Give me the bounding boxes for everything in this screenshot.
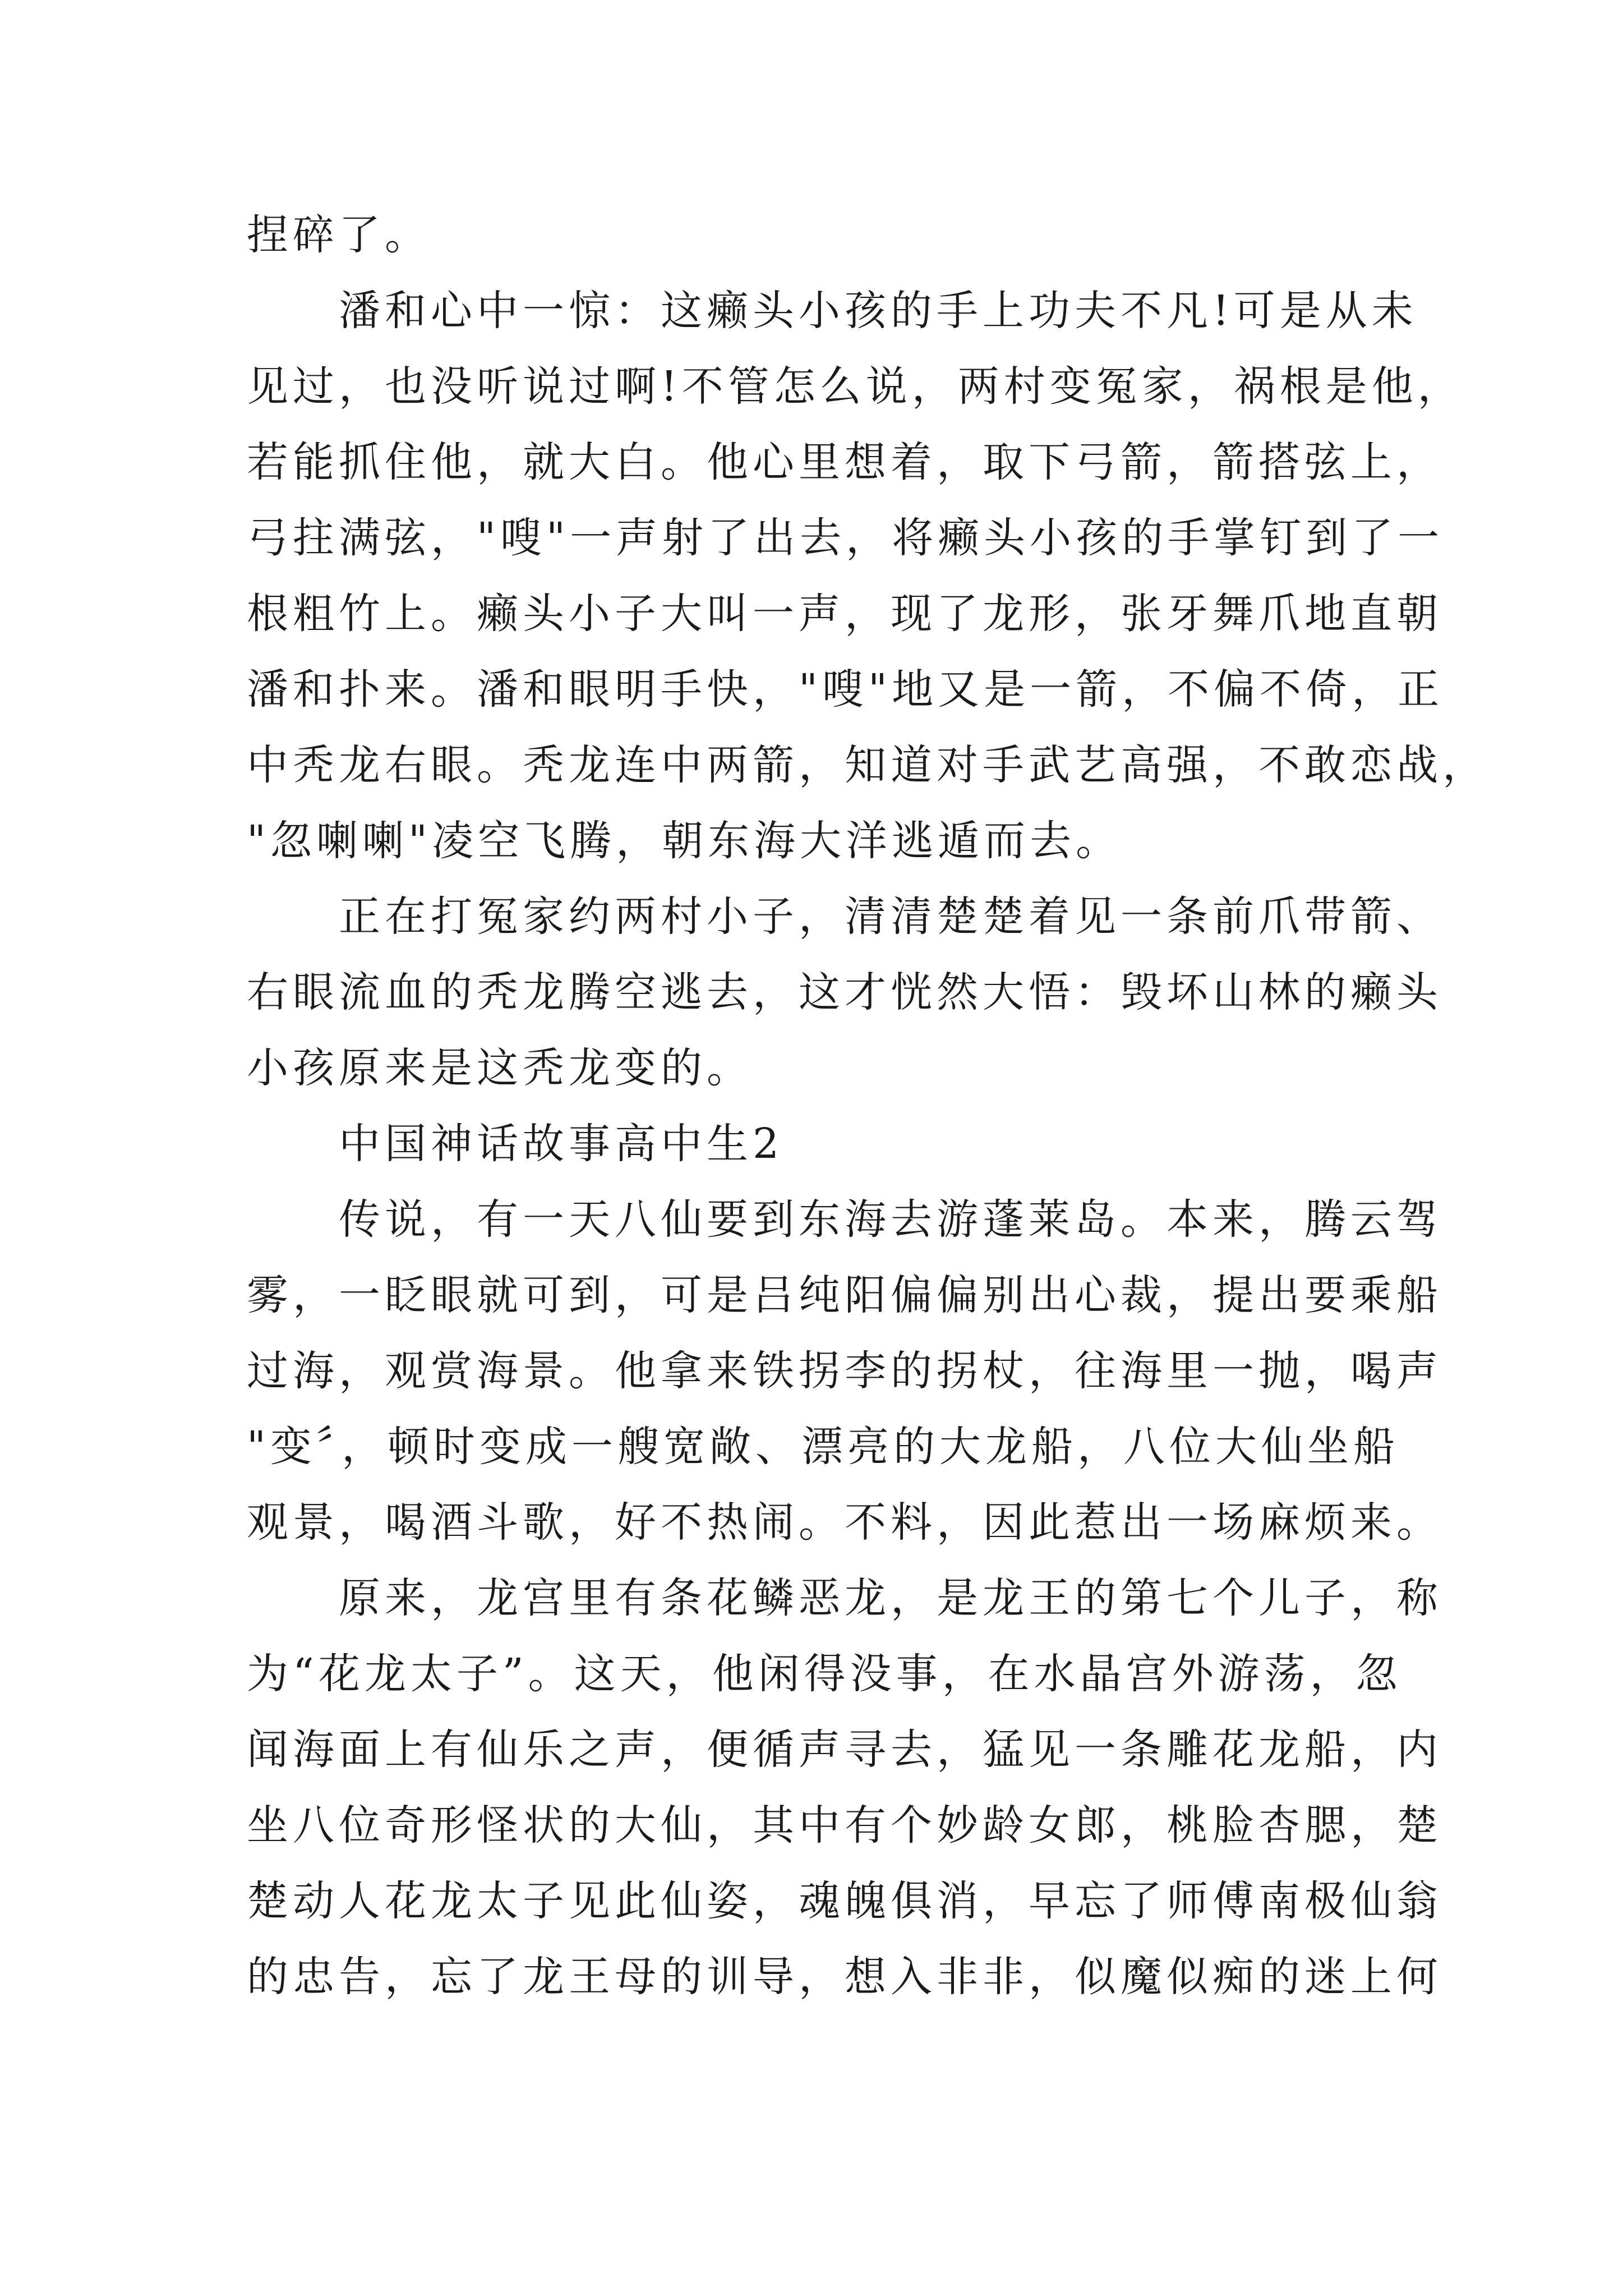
text-line: 捏碎了。 [247, 211, 431, 259]
text-line: 原来，龙宫里有条花鳞恶龙，是龙王的第七个儿子，称 [339, 1574, 1442, 1622]
document-text [247, 197, 1488, 2015]
text-line: 正在打冤家约两村小子，清清楚楚着见一条前爪带箭、 [339, 892, 1442, 941]
text-line: 为“花龙太子”。这天，他闲得没事，在水晶宫外游荡，忽 [247, 1650, 1402, 1698]
text-line: 潘和心中一惊：这癞头小孩的手上功夫不凡!可是从未 [339, 287, 1418, 335]
text-line: 坐八位奇形怪状的大仙，其中有个妙龄女郎，桃脸杏腮，楚 [247, 1801, 1442, 1849]
text-line: 右眼流血的秃龙腾空逃去，这才恍然大悟：毁坏山林的癞头 [247, 968, 1442, 1016]
text-line: "忽喇喇"凌空飞腾，朝东海大洋逃遁而去。 [247, 817, 1122, 865]
text-line: 根粗竹上。癞头小子大叫一声，现了龙形，张牙舞爪地直朝 [247, 590, 1442, 638]
text-line: 过海，观赏海景。他拿来铁拐李的拐杖，往海里一抛，喝声 [247, 1347, 1442, 1395]
text-line: 的忠告，忘了龙王母的训导，想入非非，似魔似痴的迷上何 [247, 1953, 1442, 2001]
text-line: 小孩原来是这秃龙变的。 [247, 1044, 753, 1092]
text-line: 观景，喝酒斗歌，好不热闹。不料，因此惹出一场麻烦来。 [247, 1498, 1442, 1547]
text-line: 中秃龙右眼。秃龙连中两箭，知道对手武艺高强，不敢恋战， [247, 741, 1488, 789]
text-line: 闻海面上有仙乐之声，便循声寻去，猛见一条雕花龙船，内 [247, 1726, 1442, 1774]
text-line: 见过，也没听说过啊!不管怎么说，两村变冤家，祸根是他， [247, 362, 1464, 411]
text-line: 弓拄满弦，"嗖"一声射了出去，将癞头小孩的手掌钉到了一 [247, 514, 1444, 562]
text-line: 雾，一眨眼就可到，可是吕纯阳偏偏别出心裁，提出要乘船 [247, 1271, 1442, 1319]
text-line: 潘和扑来。潘和眼明手快，"嗖"地又是一箭，不偏不倚，正 [247, 665, 1444, 714]
text-line: 若能抓住他，就大白。他心里想着，取下弓箭，箭搭弦上， [247, 438, 1442, 486]
section-heading: 中国神话故事高中生2 [339, 1120, 784, 1168]
text-line: 传说，有一天八仙要到东海去游蓬莱岛。本来，腾云驾 [339, 1195, 1442, 1244]
text-line: "变〞，顿时变成一艘宽敞、漂亮的大龙船，八位大仙坐船 [247, 1423, 1400, 1471]
text-line: 楚动人花龙太子见此仙姿，魂魄俱消，早忘了师傅南极仙翁 [247, 1877, 1442, 1925]
